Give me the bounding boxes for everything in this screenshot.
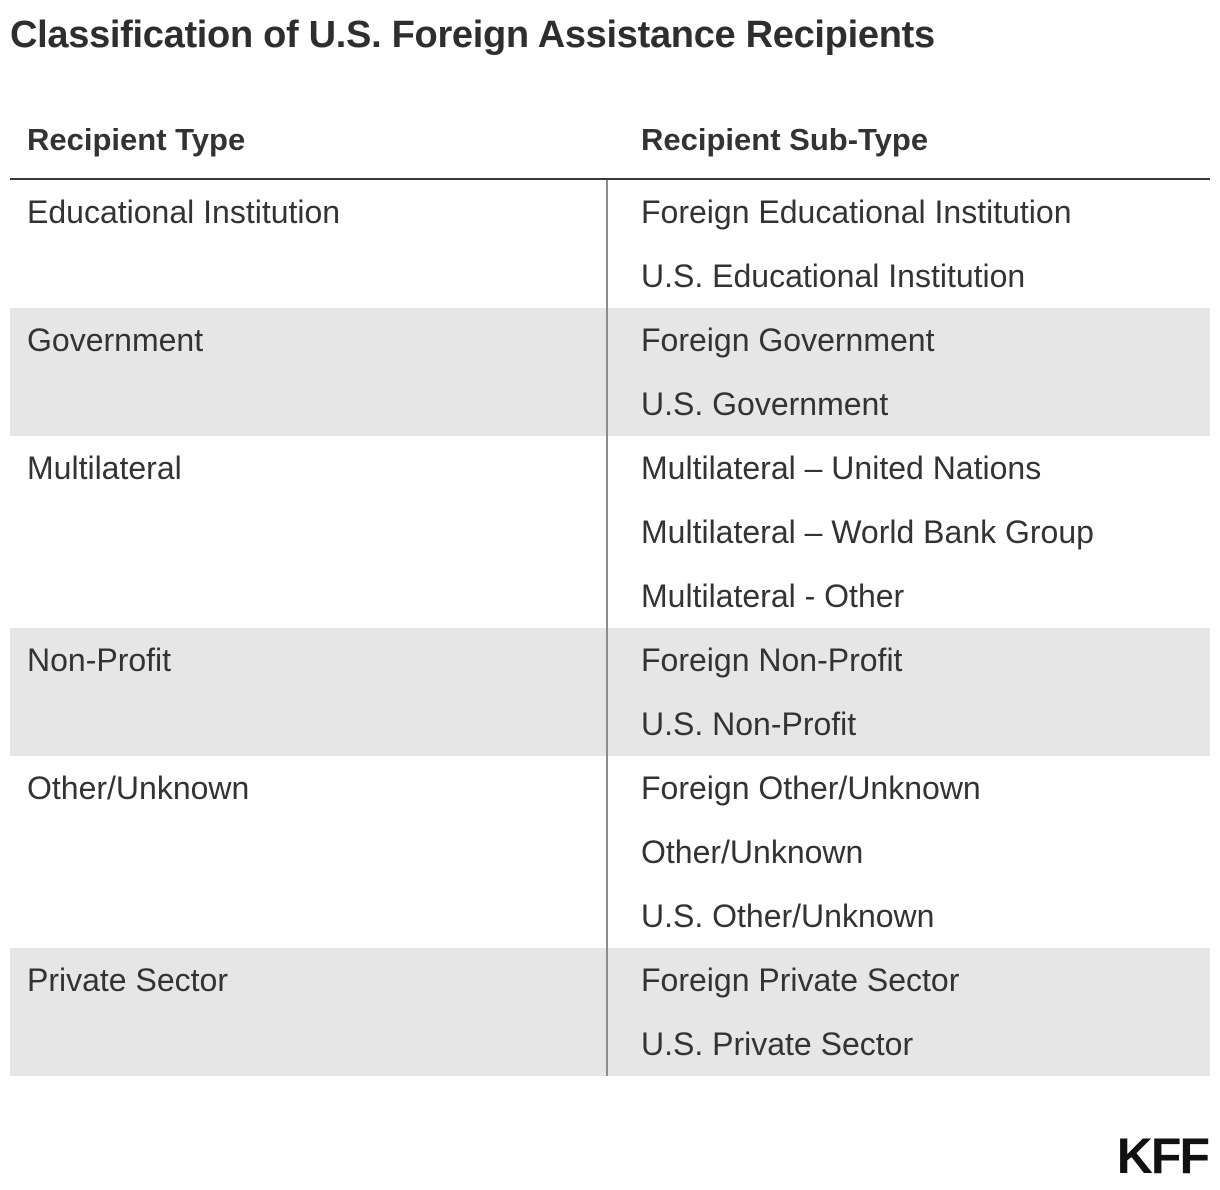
recipient-type-cell: Private Sector [10,948,608,1076]
recipient-sub-type: Foreign Educational Institution [641,194,1072,230]
recipient-type-cell: Government [10,308,608,436]
recipient-type-cell: Other/Unknown [10,756,608,948]
table-row [10,628,1210,756]
recipient-sub-type: U.S. Government [641,386,889,422]
recipient-sub-type-cell [608,756,1210,948]
recipient-sub-type: Multilateral – United Nations [641,450,1042,486]
table-header [10,104,1210,180]
header-recipient-type: Recipient Type [27,122,246,157]
table-row [10,308,1210,436]
recipient-sub-type: Foreign Private Sector [641,962,960,998]
recipient-sub-type-cell [608,180,1210,308]
recipient-type-cell: Non-Profit [10,628,608,756]
table-row [10,756,1210,948]
table-row [10,436,1210,628]
header-recipient-sub-type: Recipient Sub-Type [641,122,929,157]
table-row [10,180,1210,308]
recipient-sub-type: U.S. Non-Profit [641,706,857,742]
page-title: Classification of U.S. Foreign Assistance Recipients [10,14,935,56]
recipient-sub-type: U.S. Other/Unknown [641,898,935,934]
recipient-sub-type: Foreign Government [641,322,935,358]
recipient-sub-type-cell [608,628,1210,756]
recipient-sub-type: U.S. Educational Institution [641,258,1026,294]
recipient-sub-type: Foreign Non-Profit [641,642,903,678]
recipient-sub-type: U.S. Private Sector [641,1026,914,1062]
recipient-type-cell: Educational Institution [10,180,608,308]
recipient-sub-type-cell [608,308,1210,436]
classification-table [10,104,1210,1076]
recipient-sub-type-cell [608,436,1210,628]
table-body [10,180,1210,1076]
recipient-type-cell: Multilateral [10,436,608,628]
table-row [10,948,1210,1076]
recipient-sub-type: Multilateral - Other [641,578,905,614]
recipient-sub-type: Foreign Other/Unknown [641,770,981,806]
recipient-sub-type-cell [608,948,1210,1076]
recipient-sub-type: Multilateral – World Bank Group [641,514,1094,550]
kff-logo: KFF [1116,1128,1208,1184]
recipient-sub-type: Other/Unknown [641,834,864,870]
